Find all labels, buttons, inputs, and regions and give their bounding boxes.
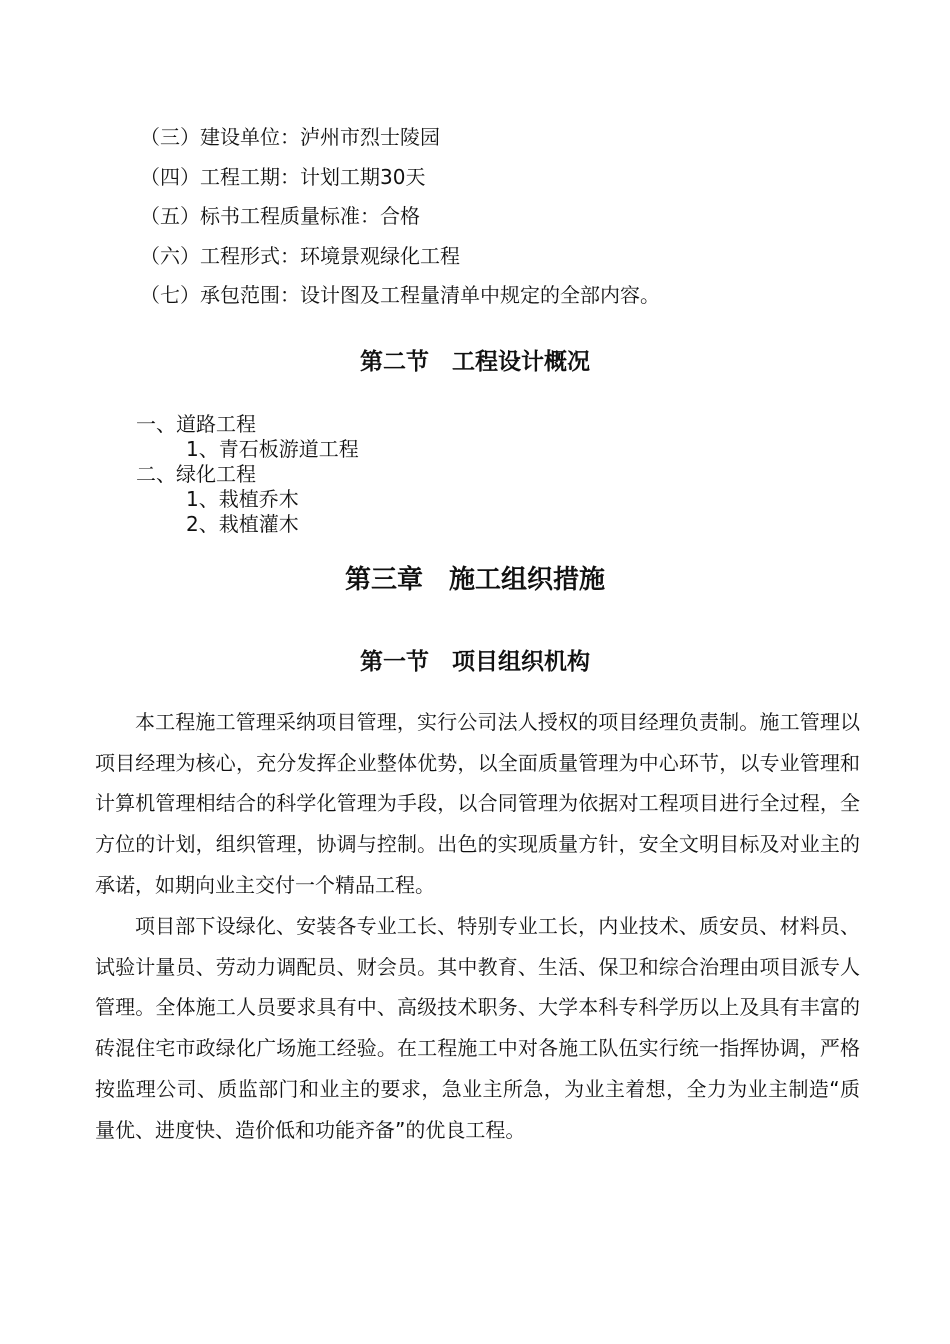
section-1-heading: 第一节 项目组织机构 [360,649,590,675]
project-info-list [140,118,660,316]
section-2-heading: 第二节 工程设计概况 [360,349,590,375]
design-outline [136,412,359,537]
paragraph-management: 本工程施工管理采纳项目管理，实行公司法人授权的项目经理负责制。施工管理以项目经理为核心，充分发挥企业整体优势，以全面质量管理为中心环节，以专业管理和计算机管理相结合的科学化管理为手段，以合同管理为依据对工程项目进行全过程，全方位的计划，组织管理，协调与控制。出色的实现质量方针，安全文明目标及对业主的承诺，如期向业主交付一个精品工程。 [95,710,860,897]
info-line-duration: （四）工程工期：计划工期30天 [140,164,426,189]
outline-subitem-shrubs: 2、栽植灌木 [186,512,299,536]
outline-subitem-flagstone-path: 1、青石板游道工程 [186,437,359,461]
info-line-quality-standard: （五）标书工程质量标准：合格 [140,204,420,228]
chapter-3-heading: 第三章 施工组织措施 [344,565,605,595]
paragraph-organization: 项目部下设绿化、安装各专业工长、特别专业工长，内业技术、质安员、材料员、试验计量员、劳动力调配员、财会员。其中教育、生活、保卫和综合治理由项目派专人管理。全体施工人员要求具有中、高级技术职务、大学本科专科学历以上及具有丰富的砖混住宅市政绿化广场施工经验。在工程施工中对各施工队伍实行统一指挥协调，严格按监理公司、质监部门和业主的要求，急业主所急，为业主着想，全力为业主制造“质量优、进度快、造价低和功能齐备”的优良工程。 [95,914,860,1142]
outline-subitem-trees: 1、栽植乔木 [186,487,299,511]
outline-item-greening: 二、绿化工程 [136,462,256,486]
info-line-contract-scope: （七）承包范围：设计图及工程量清单中规定的全部内容。 [140,283,660,307]
info-line-project-form: （六）工程形式：环境景观绿化工程 [140,243,460,268]
info-line-construction-unit: （三）建设单位：泸州市烈士陵园 [140,125,440,149]
outline-item-road: 一、道路工程 [136,412,256,436]
